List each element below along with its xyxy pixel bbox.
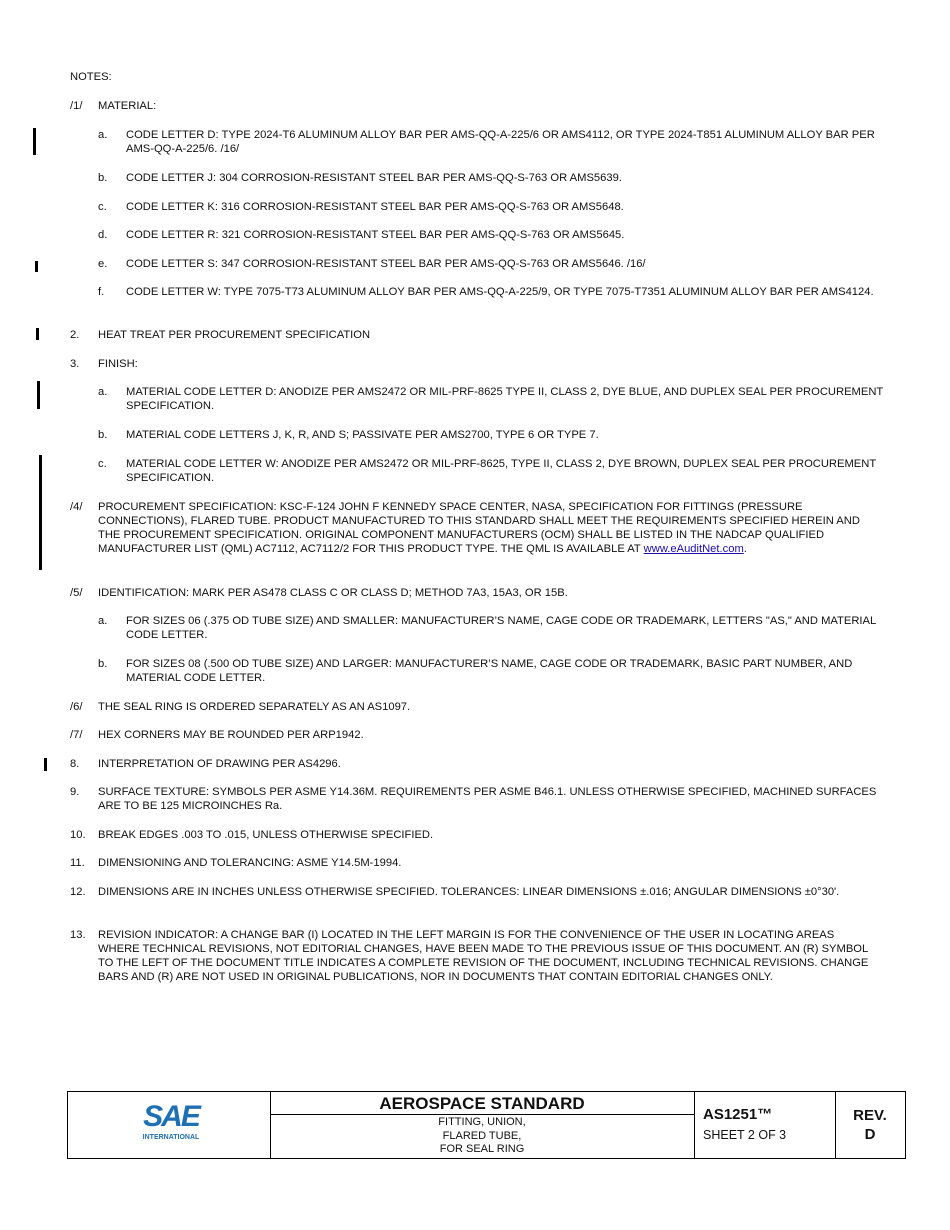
revision (835, 1106, 905, 1144)
desc-line: FOR SEAL RING (439, 1143, 525, 1155)
note-text (98, 500, 878, 556)
note-number: 3. (70, 358, 80, 370)
change-bar (35, 261, 38, 272)
sub-text: FOR SIZES 08 (.500 OD TUBE SIZE) AND LARGER: MANUFACTURER’S NAME, CAGE CODE OR TRADEMARK, BASIC PART NUMBER, AND MATERIAL CODE LETTER. (126, 658, 853, 684)
sub-letter: a. (98, 129, 108, 141)
note-number: /4/ (70, 501, 83, 513)
sub-letter: a. (98, 615, 108, 627)
eauditnet-link[interactable]: www.eAuditNet.com (643, 543, 744, 555)
sub-text: CODE LETTER S: 347 CORROSION-RESISTANT STEEL BAR PER AMS-QQ-S-763 OR AMS5646. /16/ (126, 258, 646, 270)
sub-letter: c. (98, 458, 107, 470)
note-text: BREAK EDGES .003 TO .015, UNLESS OTHERWISE SPECIFIED. (98, 829, 434, 841)
note-number: 10. (70, 829, 86, 841)
note-number: 13. (70, 929, 86, 941)
note-number: 12. (70, 886, 86, 898)
note-text: FINISH: (98, 358, 138, 370)
sub-text: CODE LETTER K: 316 CORROSION-RESISTANT STEEL BAR PER AMS-QQ-S-763 OR AMS5648. (126, 201, 624, 213)
note-text: MATERIAL: (98, 100, 157, 112)
note-number: /1/ (70, 100, 83, 112)
note-number: /6/ (70, 701, 83, 713)
note-number: 8. (70, 758, 80, 770)
title-cell (270, 1092, 695, 1158)
desc-line: FLARED TUBE, (442, 1129, 522, 1142)
sub-letter: a. (98, 386, 108, 398)
sub-text: MATERIAL CODE LETTER D: ANODIZE PER AMS2472 OR MIL-PRF-8625 TYPE II, CLASS 2, DYE BLUE, AND DUPLEX SEAL PER PROCUREMENT SPECIFICATION. (126, 386, 884, 412)
sub-text: CODE LETTER D: TYPE 2024-T6 ALUMINUM ALLOY BAR PER AMS-QQ-A-225/6 OR AMS4112, OR TYPE 2024-T851 ALUMINUM ALLOY BAR PER AMS-QQ-A-225/6. /16/ (126, 129, 875, 155)
desc-line: FITTING, UNION, (438, 1116, 526, 1128)
sae-logo (136, 1099, 206, 1143)
note-text: THE SEAL RING IS ORDERED SEPARATELY AS AN AS1097. (98, 701, 411, 713)
revision-cell (835, 1092, 905, 1158)
sub-letter: f. (98, 286, 105, 298)
sub-text: CODE LETTER R: 321 CORROSION-RESISTANT STEEL BAR PER AMS-QQ-S-763 OR AMS5645. (126, 229, 625, 241)
change-bar (37, 381, 40, 409)
note-text: DIMENSIONING AND TOLERANCING: ASME Y14.5M-1994. (98, 857, 402, 869)
standard-header: AEROSPACE STANDARD (270, 1092, 694, 1115)
title-block (67, 1091, 906, 1159)
note-number: 9. (70, 786, 80, 798)
note-text: INTERPRETATION OF DRAWING PER AS4296. (98, 758, 341, 770)
change-bar (44, 758, 47, 771)
sub-text: CODE LETTER J: 304 CORROSION-RESISTANT STEEL BAR PER AMS-QQ-S-763 OR AMS5639. (126, 172, 622, 184)
note-number: 11. (70, 857, 85, 869)
note-text: HEAT TREAT PER PROCUREMENT SPECIFICATION (98, 329, 371, 341)
note-text: IDENTIFICATION: MARK PER AS478 CLASS C OR CLASS D; METHOD 7A3, 15A3, OR 15B. (98, 587, 568, 599)
note-4-end: . (743, 543, 747, 555)
change-bar (36, 328, 39, 340)
change-bar (39, 455, 42, 570)
sub-text: FOR SIZES 06 (.375 OD TUBE SIZE) AND SMALLER: MANUFACTURER’S NAME, CAGE CODE OR TRADEMARK, LETTERS "AS," AND MATERIAL CODE LETTER. (126, 615, 876, 641)
notes-heading: NOTES: (70, 71, 112, 83)
logo-cell (68, 1092, 271, 1158)
doc-id-cell (694, 1092, 836, 1158)
sub-letter: b. (98, 429, 108, 441)
note-text: REVISION INDICATOR: A CHANGE BAR (I) LOCATED IN THE LEFT MARGIN IS FOR THE CONVENIENCE OF THE USER IN LOCATING AREAS WHERE TECHNICAL REVISIONS, NOT EDITORIAL CHANGES, HAVE BEEN MADE TO THE PREVIOUS ISSUE OF THIS DOCUMENT. AN (R) SYMBOL TO THE LEFT OF THE DOCUMENT TITLE INDICATES A COMPLETE REVISION OF THE DOCUMENT, INCLUDING TECHNICAL REVISIONS. CHANGE BARS AND (R) ARE NOT USED IN ORIGINAL PUBLICATIONS, NOR IN DOCUMENTS THAT CONTAIN EDITORIAL CHANGES ONLY. (98, 929, 869, 983)
sub-text: CODE LETTER W: TYPE 7075-T73 ALUMINUM ALLOY BAR PER AMS-QQ-A-225/9, OR TYPE 7075-T7351 ALUMINUM ALLOY BAR PER AMS4124. (126, 286, 874, 298)
note-number: 2. (70, 329, 80, 341)
sub-letter: e. (98, 258, 108, 270)
sub-text: MATERIAL CODE LETTERS J, K, R, AND S; PASSIVATE PER AMS2700, TYPE 6 OR TYPE 7. (126, 429, 599, 441)
sheet-number: SHEET 2 OF 3 (703, 1128, 787, 1142)
sub-letter: d. (98, 229, 108, 241)
logo-mark: SAE (143, 1100, 199, 1133)
revision-value: D (864, 1126, 876, 1143)
change-bar (33, 128, 36, 155)
revision-label: REV. (853, 1107, 887, 1124)
note-text: DIMENSIONS ARE IN INCHES UNLESS OTHERWISE SPECIFIED. TOLERANCES: LINEAR DIMENSIONS ±.016; ANGULAR DIMENSIONS ±0°30'. (98, 886, 840, 898)
part-description (270, 1116, 694, 1157)
sub-letter: c. (98, 201, 107, 213)
note-number: /7/ (70, 729, 83, 741)
note-number: /5/ (70, 587, 83, 599)
sub-letter: b. (98, 172, 108, 184)
sub-letter: b. (98, 658, 108, 670)
sub-text: MATERIAL CODE LETTER W: ANODIZE PER AMS2472 OR MIL-PRF-8625, TYPE II, CLASS 2, DYE BROWN, DUPLEX SEAL PER PROCUREMENT SPECIFICATION. (126, 458, 876, 484)
note-text: HEX CORNERS MAY BE ROUNDED PER ARP1942. (98, 729, 364, 741)
document-number: AS1251™ (703, 1106, 773, 1123)
note-4-body: PROCUREMENT SPECIFICATION: KSC-F-124 JOHN F KENNEDY SPACE CENTER, NASA, SPECIFICATION FOR FITTINGS (PRESSURE CONNECTIONS), FLARED TUBE. PRODUCT MANUFACTURED TO THIS STANDARD SHALL MEET THE REQUIREMENTS SPECIFIED HEREIN AND THE PROCUREMENT SPECIFICATION. ORIGINAL COMPONENT MANUFACTURERS (OCM) SHALL BE LISTED IN THE NADCAP QUALIFIED MANUFACTURER LIST (QML) AC7112, AC7112/2 FOR THIS PRODUCT TYPE. THE QML IS AVAILABLE AT (98, 501, 860, 555)
logo-subtext: INTERNATIONAL (142, 1134, 200, 1141)
note-text: SURFACE TEXTURE: SYMBOLS PER ASME Y14.36M. REQUIREMENTS PER ASME B46.1. UNLESS OTHERWISE SPECIFIED, MACHINED SURFACES ARE TO BE 125 MICROINCHES Ra. (98, 786, 877, 812)
